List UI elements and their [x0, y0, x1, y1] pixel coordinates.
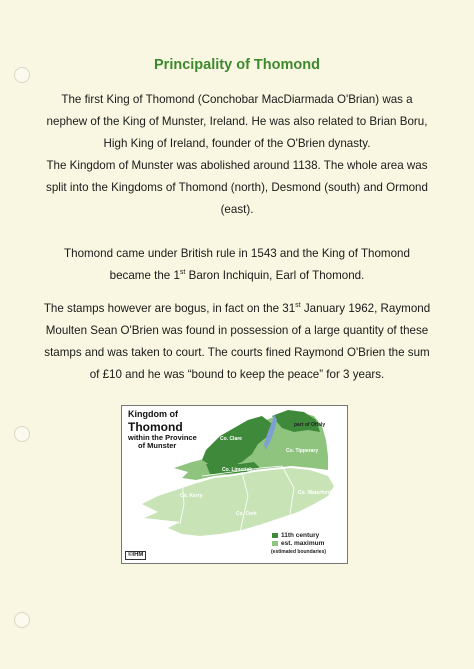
legend-item-11th-century: 11th century	[272, 531, 324, 539]
legend-item-est-maximum: est. maximum	[272, 539, 324, 547]
label-kerry: Co. Kerry	[180, 493, 203, 499]
label-tipperary: Co. Tipperary	[286, 448, 319, 454]
map-title-line2: Thomond	[128, 420, 183, 434]
map-legend	[272, 531, 324, 547]
label-offaly: part of Offaly	[294, 422, 326, 428]
paragraph-munster: The Kingdom of Munster was abolished around 1138. The whole area was split into the Kingdoms of Thomond (north), Desmond (south) and Ormond (east).	[46, 159, 428, 216]
paragraph-british-rule: Thomond came under British rule in 1543 and the King of Thomond became the 1st Baron Inchiquin, Earl of Thomond.	[64, 247, 410, 282]
label-clare: Co. Clare	[220, 436, 242, 442]
region-rest-munster	[142, 468, 334, 536]
label-cork: Co. Cork	[236, 511, 257, 517]
paragraph-history: The first King of Thomond (Conchobar MacDiarmada O'Brian) was a nephew of the King of Munster, Ireland. He was also related to Brian Boru, High King of Ireland, founder of the O'Brien dynasty.	[46, 93, 428, 150]
paragraph-bogus-stamps: The stamps however are bogus, in fact on the 31st January 1962, Raymond Moulten Sean O'Brien was found in possession of a large quantity of these stamps and was taken to court. The courts fined Raymond O'Brien the sum of £10 and he was “bound to keep the peace” for 3 years.	[43, 302, 431, 381]
map-title-line3: within the Province of Munster	[128, 433, 197, 450]
punch-hole	[14, 612, 30, 628]
label-limerick: Co. Limerick	[222, 467, 253, 473]
legend-swatch-maximum	[272, 541, 278, 546]
map-boundaries-note: (estimated boundaries)	[271, 549, 327, 555]
map-credit: ©IHM	[125, 551, 146, 560]
punch-hole	[14, 426, 30, 442]
legend-swatch-core	[272, 533, 278, 538]
label-waterford: Co. Waterford	[298, 490, 331, 496]
page-title: Principality of Thomond	[154, 57, 320, 73]
thomond-map	[121, 405, 348, 564]
map-title-line1: Kingdom of	[128, 409, 178, 419]
